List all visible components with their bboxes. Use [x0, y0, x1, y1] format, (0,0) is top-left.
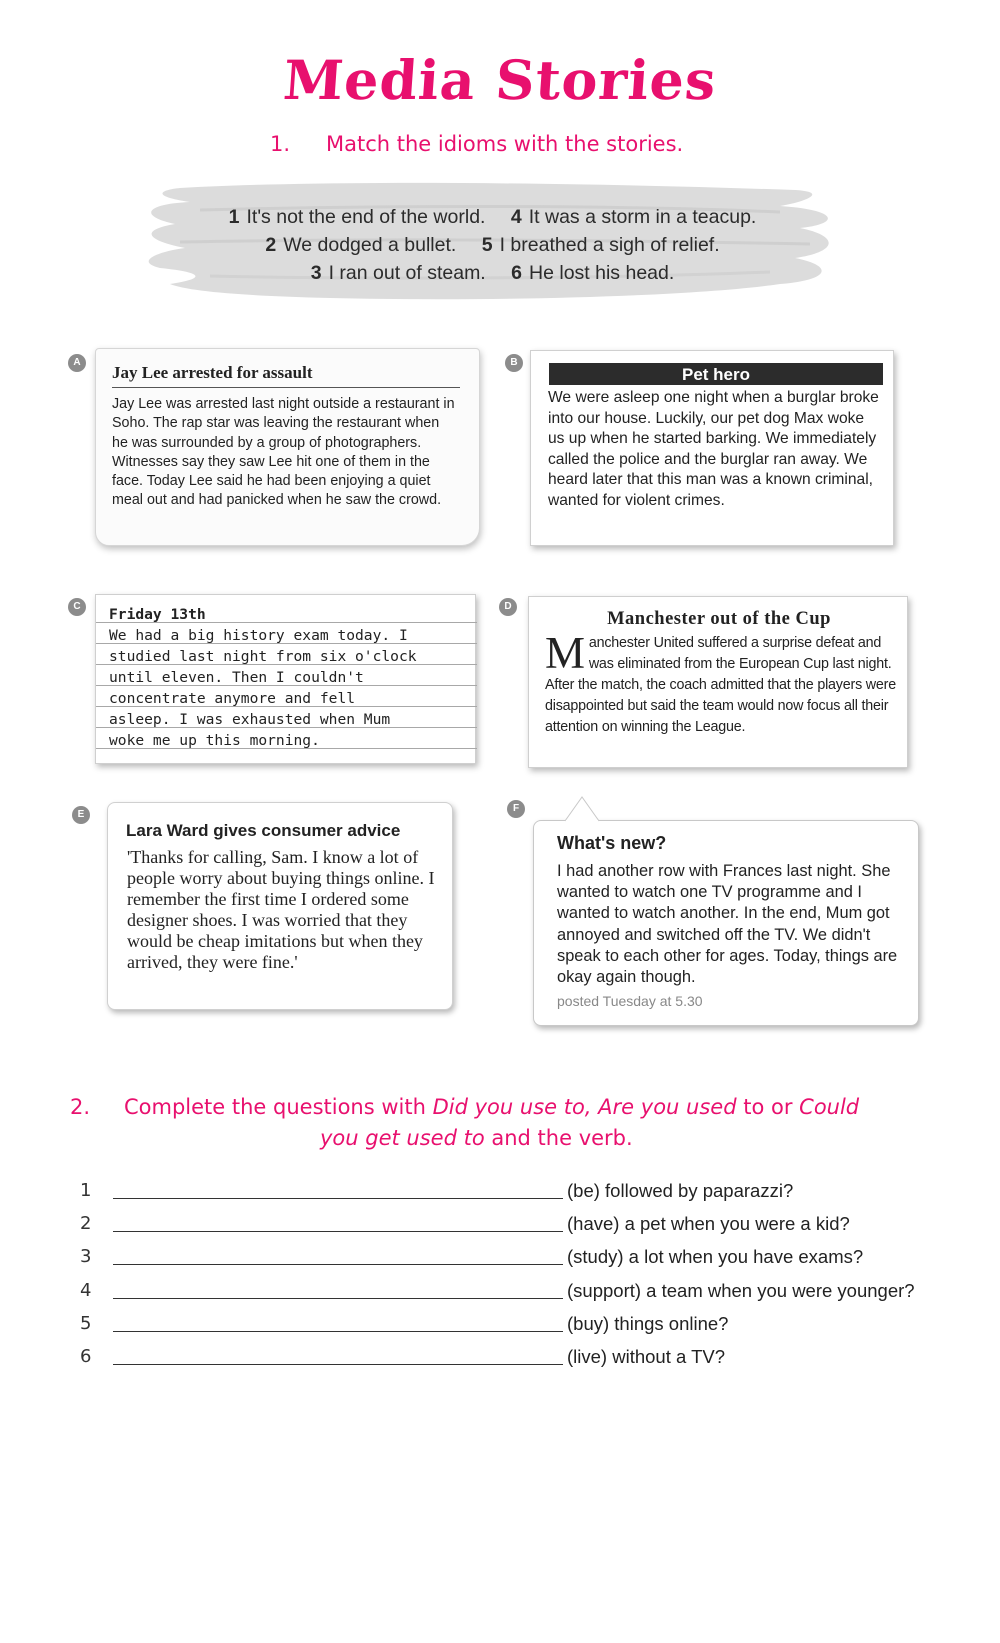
story-c-badge: C — [68, 598, 86, 616]
answer-blank[interactable] — [113, 1264, 563, 1265]
story-c-date: Friday 13th — [109, 606, 206, 623]
story-c-line: We had a big history exam today. I — [109, 627, 408, 644]
story-f-body: I had another row with Frances last night. She wanted to watch one TV programme and I wanted to watch another. In the end, Mum got annoyed and switched off the TV. We didn't speak to each other for ages. Today, things are okay again though. — [557, 862, 898, 987]
idiom-item: 4 It was a storm in a teacup. — [510, 206, 757, 228]
idiom-item: 2 We dodged a bullet. — [265, 234, 457, 256]
question-prompt: (live) without a TV? — [567, 1346, 725, 1367]
story-c-handwriting — [109, 604, 469, 751]
story-f-badge: F — [507, 800, 525, 818]
idioms-row — [140, 231, 845, 259]
question-number: 1 — [80, 1180, 92, 1201]
task-1-instruction — [270, 132, 683, 156]
story-f-posted: posted Tuesday at 5.30 — [557, 993, 703, 1009]
question-row — [80, 1311, 940, 1341]
question-number: 6 — [80, 1346, 92, 1367]
idioms-row — [140, 203, 845, 231]
task-2-line-2: you get used to and the verb. — [320, 1126, 633, 1150]
story-c-line: until eleven. Then I couldn't — [109, 669, 364, 686]
question-row — [80, 1278, 940, 1308]
answer-blank[interactable] — [113, 1231, 563, 1232]
question-prompt: (buy) things online? — [567, 1313, 729, 1334]
story-b-badge: B — [505, 354, 523, 372]
question-number: 4 — [80, 1280, 92, 1301]
idioms-row — [140, 259, 845, 287]
task-1-text: Match the idioms with the stories. — [326, 132, 684, 156]
story-a-card — [95, 348, 480, 546]
answer-blank[interactable] — [113, 1364, 563, 1365]
story-d-text: anchester United suffered a surprise defeat and was eliminated from the European Cup last night. After the match, the coach admitted that the players were disappointed but said the team would now focus all their attention on winning the League. — [545, 635, 896, 735]
story-e-badge: E — [72, 806, 90, 824]
idiom-item: 1 It's not the end of the world. — [228, 206, 486, 228]
question-row — [80, 1344, 940, 1374]
idioms-list — [140, 203, 845, 287]
question-prompt: (be) followed by paparazzi? — [567, 1180, 794, 1201]
idiom-item: 6 He lost his head. — [511, 262, 675, 284]
question-prompt: (support) a team when you were younger? — [567, 1280, 915, 1301]
question-row — [80, 1211, 940, 1241]
story-c-line: studied last night from six o'clock — [109, 648, 417, 665]
idiom-item: 5 I breathed a sigh of relief. — [481, 234, 720, 256]
story-e-card — [107, 802, 453, 1010]
story-d-drop-cap: M — [545, 628, 585, 678]
question-prompt: (have) a pet when you were a kid? — [567, 1213, 850, 1234]
story-f-card — [533, 820, 919, 1026]
story-b-headline: Pet hero — [549, 363, 883, 385]
question-number: 3 — [80, 1246, 92, 1267]
speech-bubble-tail — [564, 795, 600, 822]
question-prompt: (study) a lot when you have exams? — [567, 1246, 864, 1267]
story-d-body — [545, 628, 897, 738]
story-e-headline: Lara Ward gives consumer advice — [126, 821, 401, 840]
story-b-body: We were asleep one night when a burglar broke into our house. Luckily, our pet dog Max woke us up when he started barking. We immediately called the police and the burglar ran away. We heard later that this man was a known criminal, wanted for violent crimes. — [548, 389, 879, 509]
idiom-item: 3 I ran out of steam. — [310, 262, 486, 284]
story-e-body: 'Thanks for calling, Sam. I know a lot of people worry about buying things online. I remember the first time I ordered some designer shoes. I was worried that they would be cheap imitations but when they arrived, they were fine.' — [127, 847, 435, 972]
task-2-number: 2. — [70, 1095, 91, 1119]
question-number: 2 — [80, 1213, 92, 1234]
question-row — [80, 1178, 940, 1208]
task-2-line-1: Complete the questions with Did you use to, Are you used to or Could — [124, 1095, 860, 1119]
story-a-body: Jay Lee was arrested last night outside a restaurant in Soho. The rap star was leaving the restaurant when he was surrounded by a group of photographers. Witnesses say they saw Lee hit one of them in the face. Today Lee said he had been enjoying a quiet meal out and had panicked when he saw the crowd. — [112, 396, 455, 509]
story-b-card — [530, 350, 894, 546]
answer-blank[interactable] — [113, 1298, 563, 1299]
story-c-card — [95, 594, 476, 764]
story-a-headline: Jay Lee arrested for assault — [112, 363, 460, 388]
answer-blank[interactable] — [113, 1198, 563, 1199]
story-c-line: asleep. I was exhausted when Mum — [109, 711, 391, 728]
story-a-badge: A — [68, 354, 86, 372]
story-d-badge: D — [499, 598, 517, 616]
story-d-headline: Manchester out of the Cup — [607, 609, 831, 629]
answer-blank[interactable] — [113, 1331, 563, 1332]
page-title: Media Stories — [281, 48, 719, 112]
task-1-number: 1. — [270, 132, 291, 156]
story-d-card — [528, 596, 908, 768]
story-f-headline: What's new? — [557, 833, 667, 853]
question-row — [80, 1244, 940, 1274]
question-number: 5 — [80, 1313, 92, 1334]
story-c-line: woke me up this morning. — [109, 732, 320, 749]
story-c-line: concentrate anymore and fell — [109, 690, 356, 707]
